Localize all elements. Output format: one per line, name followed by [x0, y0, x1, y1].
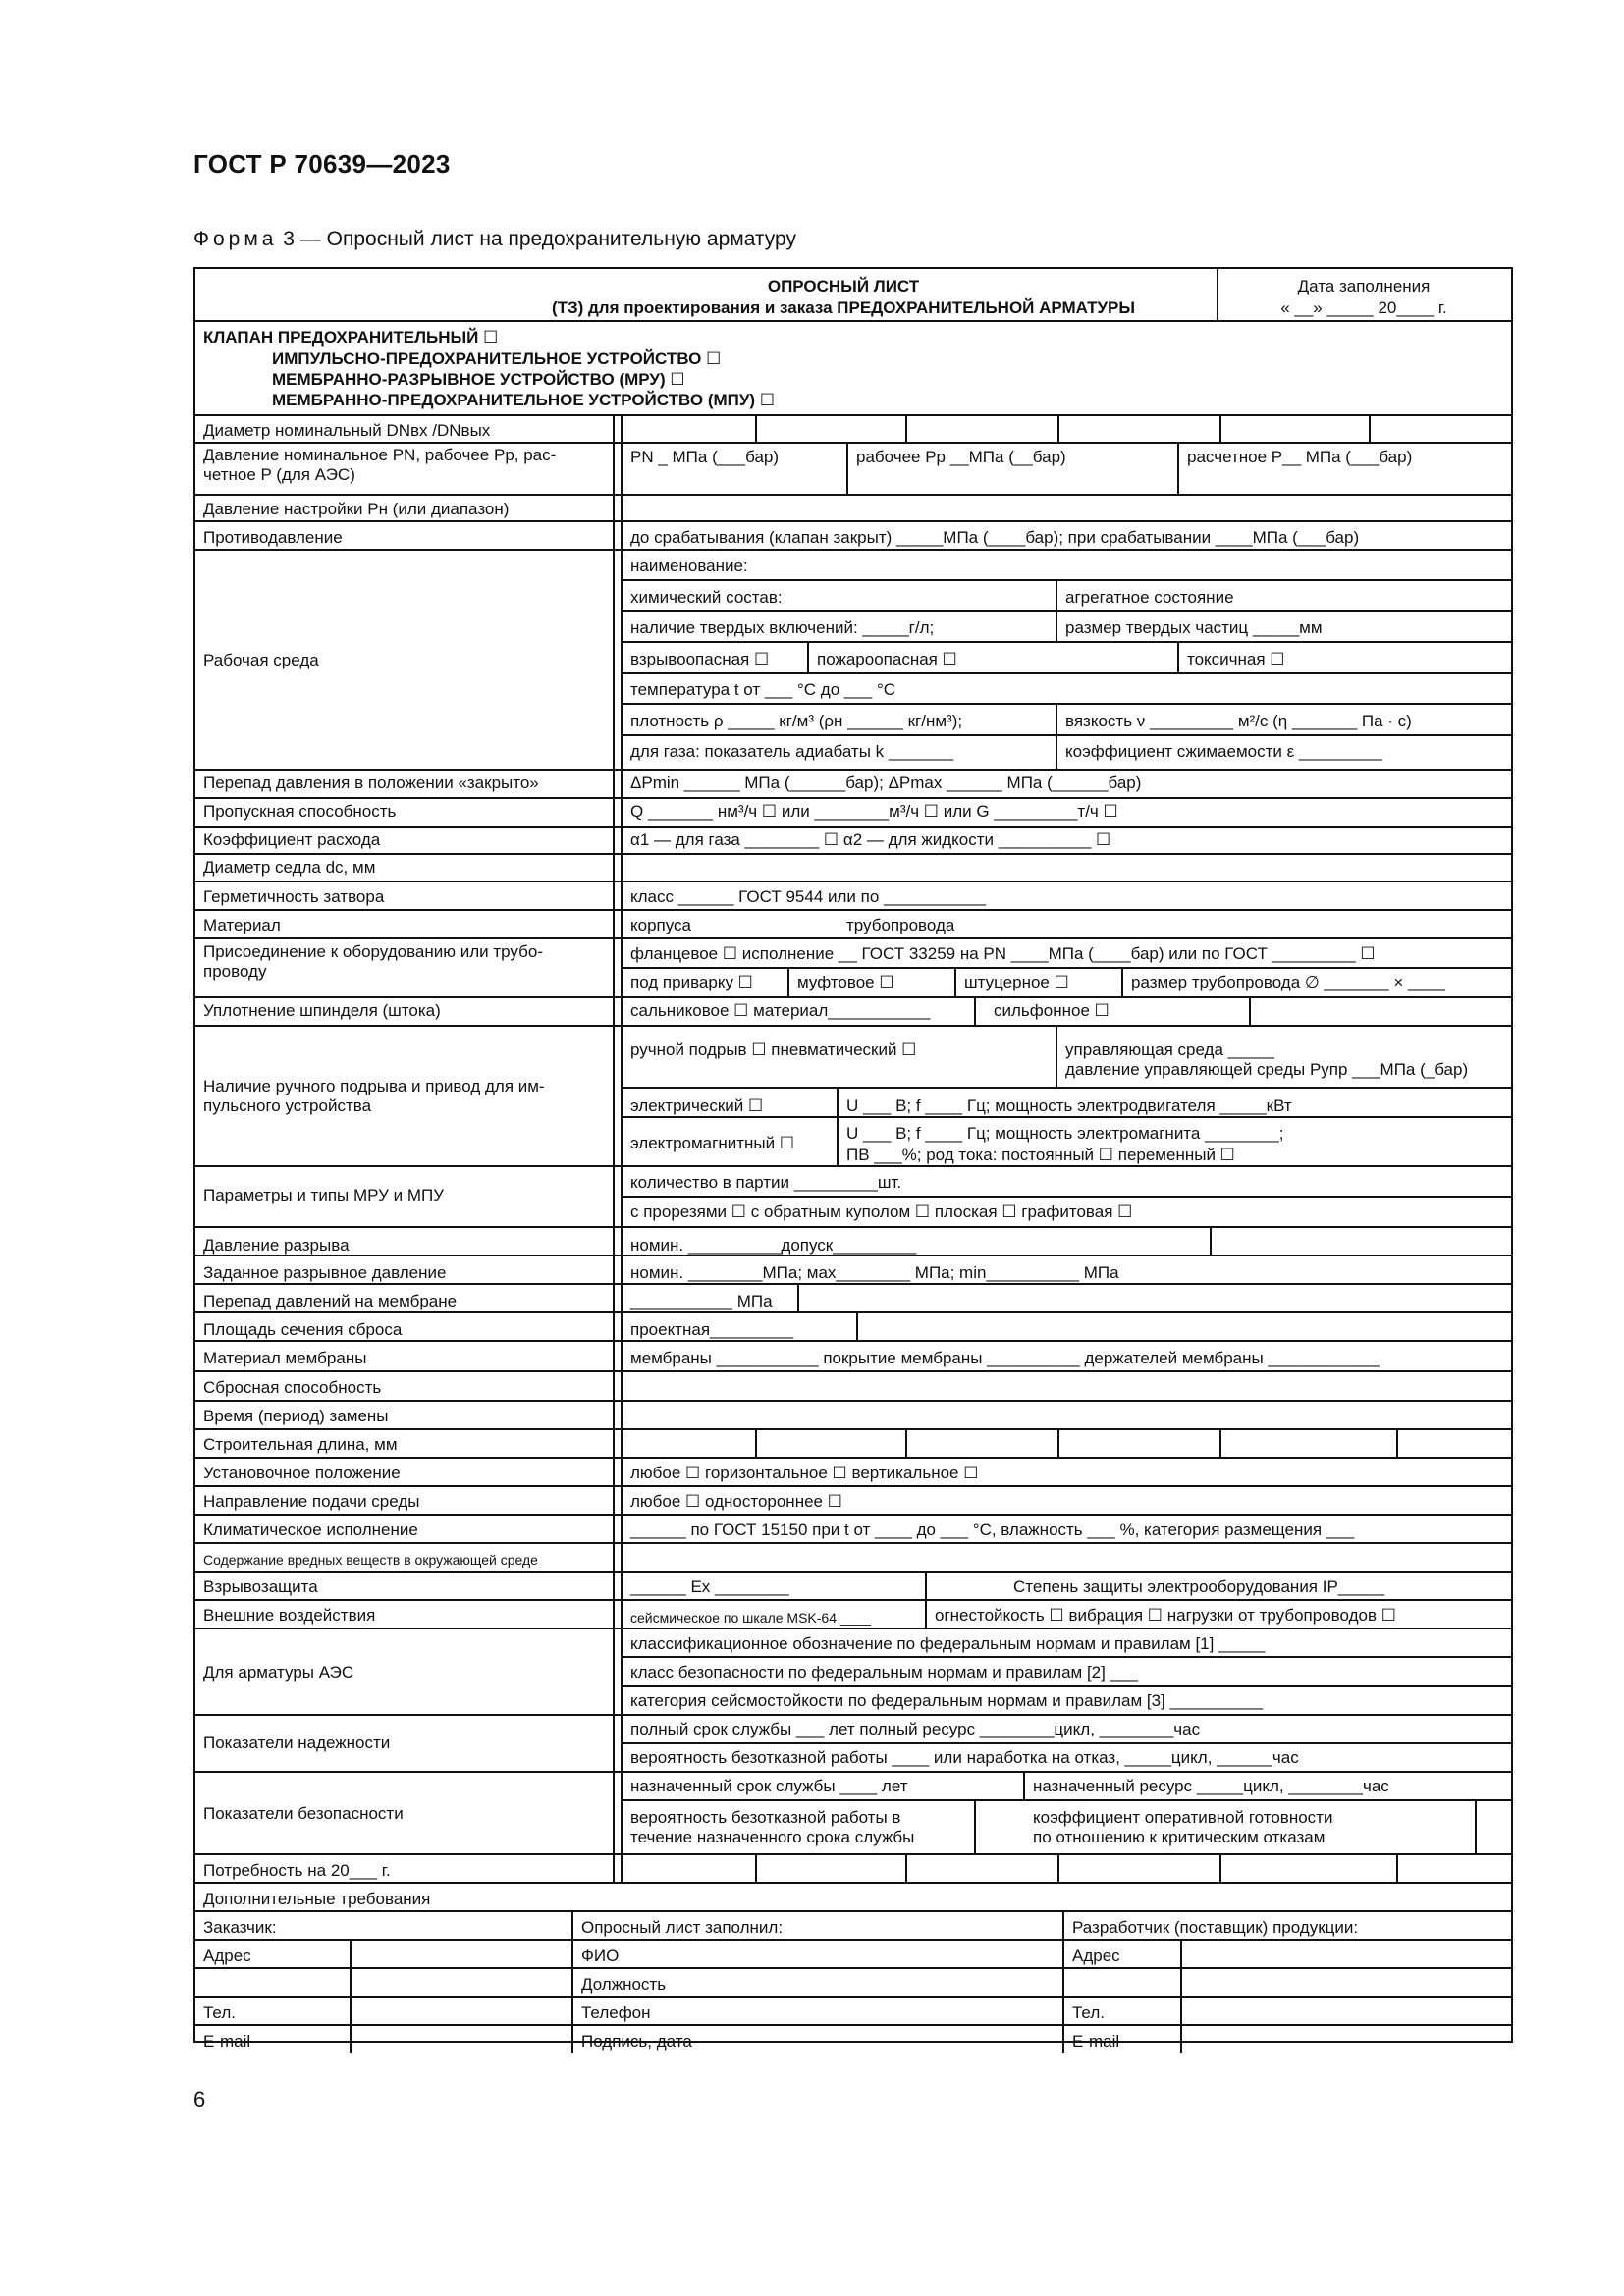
- dp-closed-field[interactable]: ΔPmin ______ МПа (______бар); ΔPmax ______ МПа (______бар): [630, 774, 1142, 792]
- label-coef: Коэффициент расхода: [203, 830, 381, 849]
- grid-line: [925, 1599, 927, 1628]
- label-safety: Показатели безопасности: [203, 1804, 404, 1823]
- form-title: ОПРОСНЫЙ ЛИСТ: [767, 277, 920, 295]
- external-seismic-field[interactable]: сейсмическое по шкале MSK-64 ____: [630, 1610, 872, 1626]
- connection-fitting-checkbox[interactable]: штуцерное ☐: [964, 973, 1069, 991]
- label-burst: Давление разрыва: [203, 1236, 350, 1255]
- label-connection-2: проводу: [203, 962, 267, 981]
- grid-line: [195, 853, 1511, 855]
- grid-line: [195, 769, 1511, 771]
- footer-fio-label: ФИО: [581, 1947, 620, 1965]
- label-connection-1: Присоединение к оборудованию или трубо-: [203, 942, 543, 961]
- grid-line: [195, 1542, 1511, 1544]
- grid-line: [195, 1457, 1511, 1459]
- grid-line: [807, 641, 809, 672]
- grid-line: [1219, 1853, 1221, 1882]
- grid-line: [755, 1853, 757, 1882]
- medium-chem-field[interactable]: химический состав:: [630, 588, 783, 607]
- seal-bellows-checkbox[interactable]: сильфонное ☐: [994, 1001, 1110, 1020]
- grid-line: [1369, 414, 1371, 442]
- safety-prob-2: течение назначенного срока службы: [630, 1828, 915, 1846]
- label-material: Материал: [203, 916, 281, 934]
- medium-temp-field[interactable]: температура t от ___ °С до ___ °С: [630, 680, 896, 699]
- grid-line: [1180, 1939, 1182, 2053]
- label-seat: Диаметр седла dс, мм: [203, 858, 376, 877]
- connection-coupling-checkbox[interactable]: муфтовое ☐: [797, 973, 894, 991]
- label-membrane-material: Материал мембраны: [203, 1349, 367, 1367]
- grid-line: [1249, 996, 1251, 1025]
- drive-em-params-2[interactable]: ПВ ___%; род тока: постоянный ☐ переменный ☐: [846, 1146, 1235, 1164]
- grid-line: [621, 734, 1511, 736]
- capacity-field[interactable]: Q _______ нм³/ч ☐ или ________м³/ч ☐ или G _________т/ч ☐: [630, 802, 1118, 821]
- drive-manual-field[interactable]: ручной подрыв ☐ пневматический ☐: [630, 1041, 917, 1059]
- grid-line: [1219, 1428, 1221, 1457]
- grid-line: [621, 703, 1511, 705]
- grid-line: [195, 1571, 1511, 1573]
- medium-density-field[interactable]: плотность ρ _____ кг/м³ (ρн ______ кг/нм³);: [630, 712, 963, 730]
- reliability-prob-field[interactable]: вероятность безотказной работы ____ или наработка на отказ, _____цикл, ______час: [630, 1748, 1299, 1767]
- grid-line: [621, 579, 1511, 581]
- grid-line: [1121, 967, 1123, 996]
- label-dp-closed: Перепад давления в положении «закрыто»: [203, 774, 539, 792]
- type-impulse-checkbox[interactable]: ИМПУЛЬСНО-ПРЕДОХРАНИТЕЛЬНОЕ УСТРОЙСТВО ☐: [272, 349, 722, 368]
- explosion-ex-field[interactable]: ______ Ex ________: [630, 1577, 789, 1596]
- grid-line: [195, 1910, 1511, 1912]
- grid-line: [1219, 414, 1221, 442]
- grid-line: [195, 1939, 1511, 1941]
- grid-line: [195, 1025, 1511, 1027]
- questionnaire-form: [193, 267, 1513, 2051]
- footer-signature-label: Подпись, дата: [581, 2032, 692, 2051]
- grid-line: [905, 414, 907, 442]
- label-drive-1: Наличие ручного подрыва и привод для им-: [203, 1077, 545, 1095]
- medium-aggr-field[interactable]: агрегатное состояние: [1065, 588, 1234, 607]
- label-replace: Время (период) замены: [203, 1407, 389, 1425]
- footer-email2-label: E-mail: [1072, 2032, 1120, 2051]
- grid-line: [195, 1340, 1511, 1342]
- drive-electric-checkbox[interactable]: электрический ☐: [630, 1096, 764, 1115]
- grid-line: [621, 1685, 1511, 1687]
- grid-line: [1062, 1910, 1064, 2053]
- grid-line: [195, 414, 1511, 416]
- label-mru: Параметры и типы МРУ и МПУ: [203, 1186, 445, 1204]
- safety-coef-1: коэффициент оперативной готовности: [1033, 1808, 1333, 1827]
- mru-qty-field[interactable]: количество в партии _________шт.: [630, 1173, 902, 1192]
- page-number: 6: [193, 2087, 206, 2111]
- footer-position-label: Должность: [581, 1975, 667, 1994]
- medium-toxic-checkbox[interactable]: токсичная ☐: [1187, 650, 1285, 668]
- date-field[interactable]: « __» _____ 20____ г.: [1280, 298, 1447, 317]
- grid-line: [195, 1428, 1511, 1430]
- nps-class-field[interactable]: классификационное обозначение по федеральным нормам и правилам [1] _____: [630, 1634, 1266, 1653]
- grid-line: [621, 641, 1511, 643]
- grid-line: [1057, 1428, 1059, 1457]
- form-caption: [193, 228, 796, 251]
- grid-line: [195, 320, 1511, 322]
- coef-field[interactable]: α1 — для газа ________ ☐ α2 — для жидкости __________ ☐: [630, 830, 1111, 849]
- grid-line: [846, 442, 848, 494]
- connection-flange-field[interactable]: фланцевое ☐ исполнение __ ГОСТ 33259 на PN ____МПа (____бар) или по ГОСТ _________ ☐: [630, 944, 1376, 963]
- label-medium: Рабочая среда: [203, 651, 319, 669]
- burst-field[interactable]: номин. __________допуск_________: [630, 1236, 917, 1255]
- footer-customer: Заказчик:: [203, 1918, 277, 1937]
- grid-line: [621, 1656, 1511, 1658]
- pressure-work-field[interactable]: рабочее Pр __МПа (__бар): [856, 448, 1066, 466]
- set-burst-field[interactable]: номин. ________МПа; мах________ МПа; min__________ МПа: [630, 1263, 1119, 1282]
- grid-line: [621, 610, 1511, 612]
- explosion-ip-field[interactable]: Степень защиты электрооборудования IP_____: [1013, 1577, 1385, 1596]
- grid-line: [1210, 1226, 1212, 1255]
- seal-gland-field[interactable]: сальниковое ☐ материал___________: [630, 1001, 931, 1020]
- grid-line: [571, 1910, 573, 2053]
- grid-line: [195, 1628, 1511, 1629]
- grid-line: [195, 797, 1511, 799]
- grid-line: [195, 1226, 1511, 1228]
- grid-line: [195, 1853, 1511, 1855]
- label-reliability: Показатели надежности: [203, 1734, 391, 1752]
- grid-line: [195, 520, 1511, 522]
- medium-fire-checkbox[interactable]: пожароопасная ☐: [817, 650, 957, 668]
- grid-line: [621, 414, 623, 1882]
- grid-line: [195, 1771, 1511, 1773]
- medium-size-field[interactable]: размер твердых частиц _____мм: [1065, 618, 1323, 637]
- grid-line: [1057, 1853, 1059, 1882]
- grid-line: [974, 996, 976, 1025]
- mru-types-field[interactable]: с прорезями ☐ с обратным куполом ☐ плоская ☐ графитовая ☐: [630, 1202, 1133, 1221]
- medium-gas-field[interactable]: для газа: показатель адиабаты k _______: [630, 742, 954, 761]
- footer-address-label: Адрес: [203, 1947, 251, 1965]
- grid-line: [621, 1087, 1511, 1089]
- label-explosion: Взрывозащита: [203, 1577, 318, 1596]
- tightness-field[interactable]: класс ______ ГОСТ 9544 или по ___________: [630, 887, 987, 906]
- safety-coef-2: по отношению к критическим отказам: [1033, 1828, 1326, 1846]
- drive-em-params-1[interactable]: U ___ В; f ____ Гц; мощность электромагнита ________;: [846, 1124, 1284, 1143]
- label-direction: Направление подачи среды: [203, 1492, 420, 1511]
- label-dp-membrane: Перепад давлений на мембране: [203, 1292, 458, 1310]
- label-pressure-2: четное P (для АЭС): [203, 465, 355, 484]
- grid-line: [1475, 1799, 1477, 1853]
- grid-line: [621, 1116, 1511, 1118]
- medium-compress-field[interactable]: коэффициент сжимаемости ε _________: [1065, 742, 1383, 761]
- grid-line: [856, 1311, 858, 1340]
- dp-membrane-field[interactable]: ___________ МПа: [630, 1292, 773, 1310]
- drive-medium-pressure-field[interactable]: давление управляющей среды Pупр ___МПа (_бар): [1065, 1060, 1469, 1079]
- grid-line: [350, 1939, 352, 2053]
- label-harmful: Содержание вредных веществ в окружающей среде: [203, 1552, 538, 1568]
- grid-line: [954, 967, 956, 996]
- connection-weld-checkbox[interactable]: под приварку ☐: [630, 973, 753, 991]
- grid-line: [1396, 1428, 1398, 1457]
- grid-line: [195, 1967, 1511, 1969]
- label-capacity: Пропускная способность: [203, 802, 397, 821]
- grid-line: [195, 881, 1511, 882]
- grid-line: [195, 1165, 1511, 1167]
- label-backpressure: Противодавление: [203, 528, 343, 547]
- grid-line: [195, 826, 1511, 828]
- label-nps: Для арматуры АЭС: [203, 1663, 354, 1682]
- grid-line: [1177, 641, 1179, 672]
- grid-line: [621, 672, 1511, 674]
- footer-tel-label: Тел.: [203, 2003, 236, 2022]
- drive-medium-field[interactable]: управляющая среда _____: [1065, 1041, 1274, 1059]
- pressure-calc-field[interactable]: расчетное P__ МПа (___бар): [1187, 448, 1413, 466]
- label-pressure-1: Давление номинальное PN, рабочее Pр, рас-: [203, 446, 557, 464]
- grid-line: [195, 1400, 1511, 1402]
- reliability-life-field[interactable]: полный срок службы ___ лет полный ресурс ________цикл, ________час: [630, 1720, 1201, 1738]
- connection-size-field[interactable]: размер трубопровода ∅ _______ × ____: [1131, 973, 1445, 991]
- label-seal: Уплотнение шпинделя (штока): [203, 1001, 441, 1020]
- grid-line: [1396, 1853, 1398, 1882]
- grid-line: [195, 1714, 1511, 1716]
- label-length: Строительная длина, мм: [203, 1435, 398, 1454]
- nps-seismic-field[interactable]: категория сейсмостойкости по федеральным нормам и правилам [3] __________: [630, 1691, 1264, 1710]
- form-caption-rest: 3 — Опросный лист на предохранительную арматуру: [277, 228, 796, 250]
- position-field[interactable]: любое ☐ горизонтальное ☐ вертикальное ☐: [630, 1464, 979, 1482]
- grid-line: [755, 1428, 757, 1457]
- grid-line: [195, 442, 1511, 444]
- medium-viscosity-field[interactable]: вязкость ν _________ м²/с (η _______ Па · с): [1065, 712, 1412, 730]
- grid-line: [787, 967, 789, 996]
- footer-phone-label: Телефон: [581, 2003, 651, 2022]
- label-set-burst: Заданное разрывное давление: [203, 1263, 447, 1282]
- safety-prob-1: вероятность безотказной работы в: [630, 1808, 901, 1827]
- medium-explosive-checkbox[interactable]: взрывоопасная ☐: [630, 650, 770, 668]
- grid-line: [195, 1485, 1511, 1487]
- grid-line: [195, 1599, 1511, 1601]
- footer-developer: Разработчик (поставщик) продукции:: [1072, 1918, 1359, 1937]
- label-need: Потребность на 20___ г.: [203, 1861, 391, 1880]
- form-caption-spaced: Форма: [193, 228, 278, 250]
- grid-line: [195, 937, 1511, 939]
- grid-line: [905, 1428, 907, 1457]
- label-area: Площадь сечения сброса: [203, 1320, 403, 1339]
- safety-resource-field[interactable]: назначенный ресурс _____цикл, ________час: [1033, 1777, 1389, 1795]
- footer-email-label: E-mail: [203, 2032, 251, 2051]
- label-tightness: Герметичность затвора: [203, 887, 385, 906]
- grid-line: [1056, 1025, 1057, 1087]
- material-pipe-field[interactable]: трубопровода: [846, 916, 955, 934]
- grid-line: [195, 549, 1511, 551]
- footer-address2-label: Адрес: [1072, 1947, 1120, 1965]
- direction-field[interactable]: любое ☐ одностороннее ☐: [630, 1492, 842, 1511]
- grid-line: [621, 1742, 1511, 1744]
- medium-solid-field[interactable]: наличие твердых включений: _____г/л;: [630, 618, 935, 637]
- grid-line: [195, 1996, 1511, 1998]
- label-position: Установочное положение: [203, 1464, 401, 1482]
- grid-line: [195, 1370, 1511, 1372]
- medium-name-field[interactable]: наименование:: [630, 557, 748, 575]
- footer-filled-by: Опросный лист заполнил:: [581, 1918, 784, 1937]
- label-drive-2: пульсного устройства: [203, 1096, 372, 1115]
- label-climate: Климатическое исполнение: [203, 1521, 418, 1539]
- grid-line: [621, 1799, 1511, 1801]
- area-field[interactable]: проектная_________: [630, 1320, 794, 1339]
- safety-life-field[interactable]: назначенный срок службы ____ лет: [630, 1777, 908, 1795]
- grid-line: [1057, 414, 1059, 442]
- type-valve-checkbox[interactable]: КЛАПАН ПРЕДОХРАНИТЕЛЬНЫЙ ☐: [203, 328, 499, 347]
- grid-line: [1056, 579, 1057, 641]
- label-additional: Дополнительные требования: [203, 1890, 431, 1908]
- type-mru-checkbox[interactable]: МЕМБРАННО-РАЗРЫВНОЕ УСТРОЙСТВО (МРУ) ☐: [272, 370, 685, 389]
- membrane-material-field[interactable]: мембраны ___________ покрытие мембраны __________ держателей мембраны ____________: [630, 1349, 1380, 1367]
- climate-field[interactable]: ______ по ГОСТ 15150 при t от ____ до ___ °С, влажность ___ %, категория размещения ___: [630, 1521, 1355, 1539]
- grid-line: [195, 494, 1511, 496]
- nps-safety-field[interactable]: класс безопасности по федеральным нормам и правилам [2] ___: [630, 1663, 1138, 1682]
- grid-line: [195, 2024, 1511, 2026]
- document-code: ГОСТ Р 70639—2023: [193, 149, 451, 179]
- backpressure-field[interactable]: до срабатывания (клапан закрыт) _____МПа (____бар); при срабатывании ____МПа (___бар): [630, 528, 1360, 547]
- material-body-field[interactable]: корпуса: [630, 916, 692, 934]
- grid-line: [755, 414, 757, 442]
- footer-tel2-label: Тел.: [1072, 2003, 1105, 2022]
- grid-line: [621, 967, 1511, 969]
- grid-line: [1177, 442, 1179, 494]
- grid-line: [621, 1196, 1511, 1198]
- type-mpu-checkbox[interactable]: МЕМБРАННО-ПРЕДОХРАНИТЕЛЬНОЕ УСТРОЙСТВО (МПУ) ☐: [272, 391, 776, 409]
- grid-line: [797, 1283, 799, 1311]
- grid-line: [837, 1087, 839, 1165]
- grid-line: [974, 1799, 976, 1853]
- grid-line: [195, 909, 1511, 911]
- grid-line: [195, 1311, 1511, 1313]
- grid-line: [925, 1571, 927, 1599]
- label-diameter: Диаметр номинальный DNвх /DNвых: [203, 421, 491, 440]
- drive-electric-params[interactable]: U ___ В; f ____ Гц; мощность электродвигателя _____кВт: [846, 1096, 1292, 1115]
- grid-line: [613, 414, 615, 1882]
- grid-line: [195, 1514, 1511, 1516]
- grid-line: [905, 1853, 907, 1882]
- form-subtitle: (ТЗ) для проектирования и заказа ПРЕДОХРАНИТЕЛЬНОЙ АРМАТУРЫ: [551, 298, 1136, 317]
- grid-line: [195, 1283, 1511, 1285]
- label-setting: Давление настройки Pн (или диапазон): [203, 500, 510, 518]
- external-other-field[interactable]: огнестойкость ☐ вибрация ☐ нагрузки от трубопроводов ☐: [935, 1606, 1396, 1625]
- grid-line: [195, 996, 1511, 998]
- drive-em-checkbox[interactable]: электромагнитный ☐: [630, 1134, 795, 1152]
- date-label: Дата заполнения: [1297, 277, 1431, 295]
- pressure-pn-field[interactable]: PN _ МПа (___бар): [630, 448, 780, 466]
- label-external: Внешние воздействия: [203, 1606, 376, 1625]
- grid-line: [195, 1882, 1511, 1884]
- grid-line: [1056, 703, 1057, 769]
- grid-line: [1023, 1771, 1025, 1799]
- label-discharge: Сбросная способность: [203, 1378, 382, 1397]
